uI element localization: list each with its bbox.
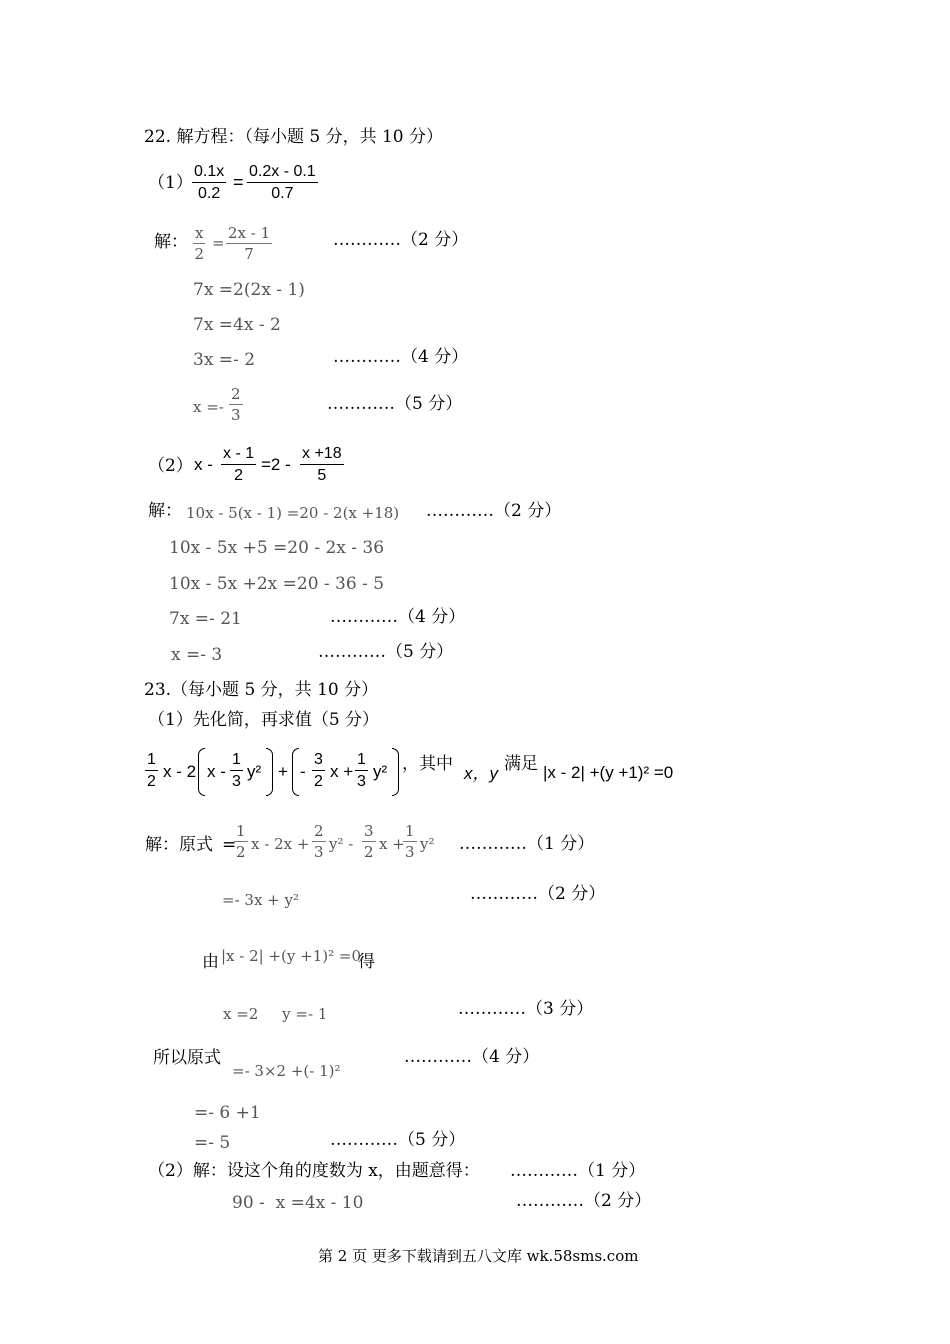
q22-p1-lhs-fraction: 0.1x 0.2 — [194, 163, 225, 202]
q23-expr-c-mid: x + — [330, 762, 354, 781]
q23-xy-vals: x =2 y =- 1 — [223, 1005, 328, 1023]
q23-cond-expr: |x - 2| +(y +1)² =0 — [543, 763, 674, 782]
q22-p1-s2: 7x =2(2x - 1) — [193, 280, 305, 300]
q23-expr-paren-close-2 — [392, 748, 399, 796]
q22-p1-jie: 解： — [154, 232, 188, 252]
q22-p1-s3: 7x =4x - 2 — [193, 315, 281, 335]
q23-so-score: …………（4 分） — [404, 1047, 540, 1067]
q22-title: 22. 解方程：（每小题 5 分，共 10 分） — [144, 127, 444, 147]
q23-sol1-frac-d: 1 3 — [405, 822, 415, 861]
q23-sol-label: 解：原式 — [145, 835, 213, 855]
q23-sol1-frac-c: 3 2 — [364, 822, 374, 861]
q23-sol2-score: …………（2 分） — [470, 884, 606, 904]
page-footer: 第 2 页 更多下载请到五八文库 wk.58sms.com — [318, 1247, 639, 1265]
q22-p1-s1-lfrac: x 2 — [194, 224, 204, 263]
q23-p2-score1: …………（1 分） — [510, 1161, 646, 1181]
q23-sol1-mid3: x + — [379, 835, 405, 853]
q23-expr-frac-c2: 1 3 — [357, 751, 366, 790]
q23-sol1-end: y² — [420, 835, 435, 853]
q22-p2-s4: 7x =- 21 — [169, 609, 242, 629]
q23-title: 23.（每小题 5 分，共 10 分） — [144, 680, 379, 700]
q23-sol1-mid2: y² - — [329, 835, 354, 853]
q23-expr-b-after: y² — [247, 762, 262, 781]
q22-p2-s5: x =- 3 — [171, 645, 223, 665]
q23-sol1-mid1: x - 2x + — [251, 835, 310, 853]
q23-cond-text: ，其中 — [402, 754, 453, 774]
q23-expr-frac-a: 1 2 — [147, 751, 156, 790]
q22-p2-jie: 解： — [148, 501, 182, 521]
q23-expr-a-after: x - 2 — [163, 762, 197, 781]
q22-p1-s1-eq: = — [212, 234, 225, 252]
q23-expr-paren-open-2 — [292, 748, 299, 796]
q22-p2-s4-score: …………（4 分） — [330, 607, 466, 627]
q23-p1-label: （1）先化简，再求值（5 分） — [148, 710, 380, 730]
q22-p2-label: （2） — [148, 456, 193, 476]
q22-p2-s1: 10x - 5(x - 1) =20 - 2(x +18) — [186, 504, 400, 522]
q23-s-b-score: …………（5 分） — [330, 1130, 466, 1150]
q22-p1-s5-score: …………（5 分） — [327, 394, 463, 414]
q23-cond-sat: 满足 — [504, 754, 538, 774]
q23-xy-score: …………（3 分） — [458, 999, 594, 1019]
q22-p1-s4-score: …………（4 分） — [333, 347, 469, 367]
q23-sol1-frac-b: 2 3 — [314, 822, 324, 861]
q23-expr-frac-c: 3 2 — [314, 751, 323, 790]
q22-p2-s2: 10x - 5x +5 =20 - 2x - 36 — [169, 538, 385, 558]
q22-p1-eq: = — [233, 172, 244, 192]
q23-expr-paren-open-1 — [198, 748, 205, 796]
q23-p2-eq: 90 - x =4x - 10 — [232, 1193, 364, 1213]
q22-p2-mid: =2 - — [261, 455, 291, 474]
q23-expr-b-pre: x - — [207, 762, 226, 781]
q22-p2-s1-score: …………（2 分） — [426, 501, 562, 521]
q22-p2-frac1: x - 1 2 — [223, 445, 255, 484]
q22-p1-rhs-fraction: 0.2x - 0.1 0.7 — [249, 163, 316, 202]
q23-expr-c-after: y² — [373, 762, 388, 781]
q23-so: 所以原式 — [153, 1048, 221, 1068]
q23-sol-eq: = — [222, 835, 237, 855]
q23-s-a: =- 6 +1 — [194, 1103, 261, 1123]
q22-p2-s3: 10x - 5x +2x =20 - 36 - 5 — [169, 574, 385, 594]
q22-p1-s5-pre: x =- — [193, 398, 224, 416]
q23-cond-xy: x，y — [464, 764, 498, 783]
q23-p2-score2: …………（2 分） — [516, 1191, 652, 1211]
q23-p2-text: （2）解：设这个角的度数为 x，由题意得： — [148, 1161, 480, 1181]
q23-you-expr: |x - 2| +(y +1)² =0 — [221, 947, 362, 965]
q22-p1-s1-rfrac: 2x - 1 7 — [228, 224, 271, 263]
q22-p1-s5-frac: 2 3 — [231, 385, 241, 424]
q23-expr-frac-b: 1 3 — [232, 751, 241, 790]
q23-sol1-score: …………（1 分） — [459, 834, 595, 854]
q23-sol1-frac-a: 1 2 — [236, 822, 246, 861]
q22-p2-frac2: x +18 5 — [302, 445, 342, 484]
q22-p2-s5-score: …………（5 分） — [318, 642, 454, 662]
q23-sol2: =- 3x + y² — [222, 891, 299, 909]
q23-expr-paren-close-1 — [266, 748, 273, 796]
q22-p2-pre: x - — [194, 455, 213, 474]
q23-expr-c-pre: - — [300, 762, 306, 781]
q23-de: 得 — [358, 952, 375, 972]
q23-s-b: =- 5 — [194, 1133, 231, 1153]
q23-so-expr: =- 3×2 +(- 1)² — [232, 1062, 341, 1080]
q22-p1-s4: 3x =- 2 — [193, 350, 256, 370]
q22-p1-label: （1） — [148, 173, 193, 193]
q22-p1-s1-score: …………（2 分） — [333, 230, 469, 250]
q23-you: 由 — [202, 952, 219, 972]
q23-expr-plus: + — [278, 762, 288, 781]
